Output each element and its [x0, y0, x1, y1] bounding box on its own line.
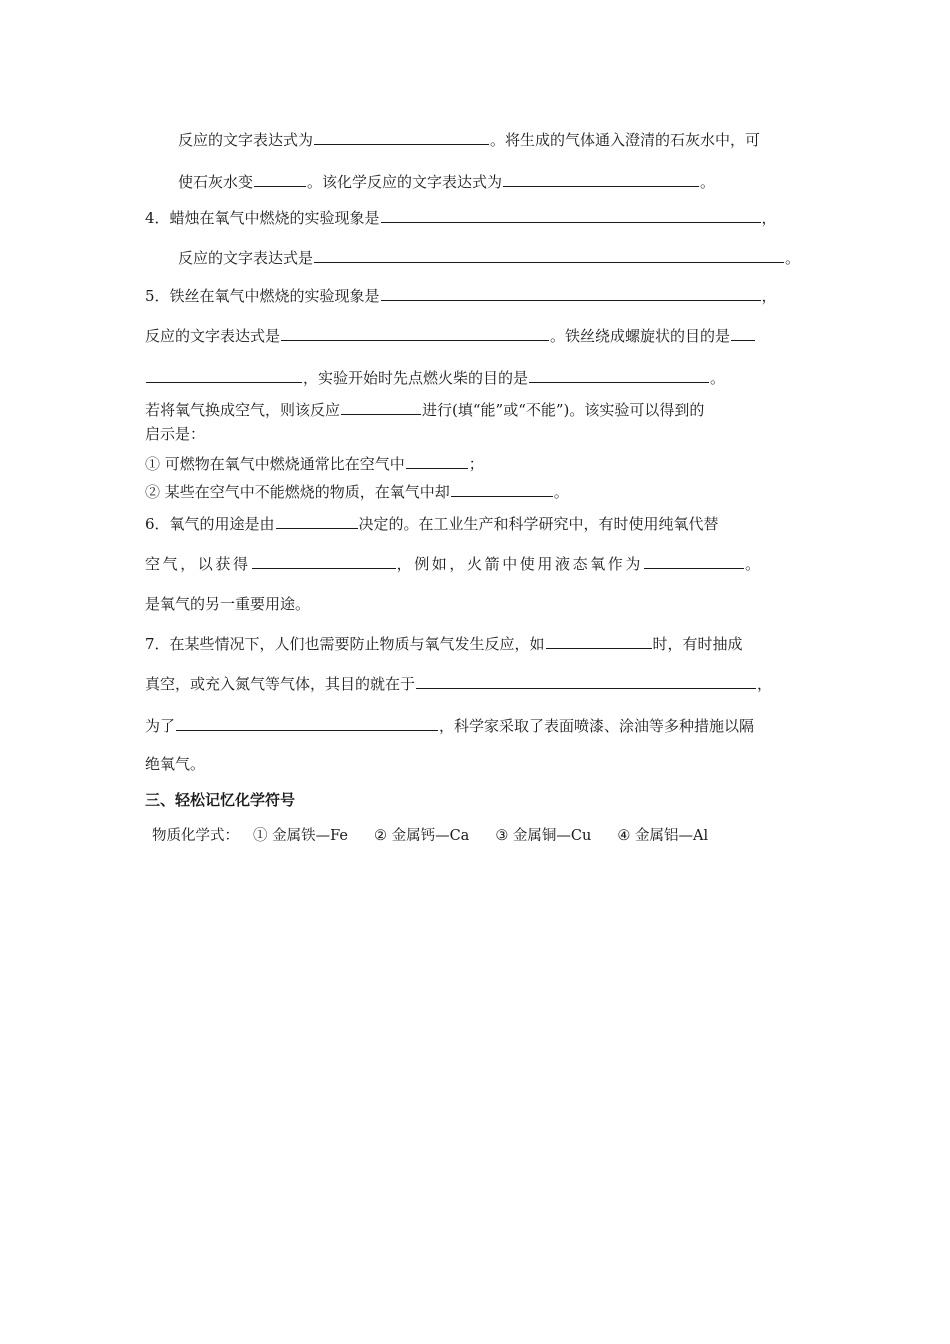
q4-text: 4．蜡烛在氧气中燃烧的实验现象是 — [145, 209, 380, 227]
q6-line-1 — [145, 512, 719, 534]
q5-text: 进行(填“能”或“不能”)。该实验可以得到的 — [422, 401, 705, 419]
formula-item: ④ 金属铝—Al — [617, 828, 709, 844]
q6-line-2 — [145, 552, 763, 574]
q4-text: 。 — [785, 249, 801, 267]
section-heading-text: 三、轻松记忆化学符号 — [145, 791, 296, 809]
formula-label: 物质化学式： — [152, 828, 239, 844]
q7-text: 时，有时抽成 — [652, 635, 743, 653]
q7-line-2 — [145, 672, 772, 694]
answer-blank[interactable] — [314, 246, 784, 263]
q5-line-1 — [145, 284, 777, 306]
q6-text: 6．氧气的用途是由 — [145, 515, 275, 533]
answer-blank[interactable] — [451, 480, 553, 497]
answer-blank[interactable] — [254, 170, 306, 187]
q5-text: 反应的文字表达式是 — [145, 327, 281, 345]
answer-blank[interactable] — [276, 512, 358, 529]
q5-text: 。 — [710, 369, 726, 387]
q6-text: 空气，以获得 — [145, 555, 251, 573]
q3-text: 。该化学反应的文字表达式为 — [307, 173, 503, 191]
answer-blank[interactable] — [381, 284, 761, 301]
q5-text: 。铁丝绕成螺旋状的目的是 — [550, 327, 731, 345]
q5-line-7 — [145, 480, 569, 502]
q7-text: 绝氧气。 — [145, 755, 206, 773]
q7-line-4 — [145, 754, 205, 774]
answer-blank[interactable] — [381, 206, 761, 223]
q5-text: ； — [468, 455, 484, 473]
q3-text: 。将生成的气体通入澄清的石灰水中，可 — [490, 131, 761, 149]
q6-text: 是氧气的另一重要用途。 — [145, 595, 311, 613]
q7-text: 7．在某些情况下，人们也需要防止物质与氧气发生反应，如 — [145, 635, 545, 653]
q5-line-6 — [145, 452, 484, 474]
q6-text: ，例如，火箭中使用液态氧作为 — [396, 555, 644, 573]
q3-text: 反应的文字表达式为 — [178, 131, 314, 149]
q7-line-1 — [145, 632, 743, 654]
answer-blank[interactable] — [546, 632, 652, 649]
q5-text: ② 某些在空气中不能燃烧的物质，在氧气中却 — [145, 483, 450, 501]
formula-item: ② 金属钙—Ca — [373, 828, 470, 844]
q3-line-2 — [178, 170, 715, 192]
answer-blank[interactable] — [281, 324, 549, 341]
q5-text: 启示是： — [145, 425, 206, 443]
q7-text: ， — [757, 675, 773, 693]
q5-line-2 — [145, 324, 756, 346]
formula-item: ① 金属铁—Fe — [253, 828, 348, 844]
q5-text: ，实验开始时先点燃火柴的目的是 — [303, 369, 529, 387]
q3-text: 。 — [700, 173, 716, 191]
q3-text: 使石灰水变 — [178, 173, 254, 191]
q4-text: 反应的文字表达式是 — [178, 249, 314, 267]
q5-text: ① 可燃物在氧气中燃烧通常比在空气中 — [145, 455, 405, 473]
formula-item: ③ 金属铜—Cu — [495, 828, 592, 844]
q7-text: 真空，或充入氮气等气体，其目的就在于 — [145, 675, 416, 693]
answer-blank[interactable] — [252, 552, 396, 569]
q5-text: 。 — [553, 483, 569, 501]
answer-blank[interactable] — [146, 366, 302, 383]
answer-blank[interactable] — [341, 398, 421, 415]
q6-line-3 — [145, 594, 310, 614]
answer-blank[interactable] — [416, 672, 756, 689]
q4-line-2 — [178, 246, 800, 268]
q4-line-1 — [145, 206, 777, 228]
q5-text: 若将氧气换成空气，则该反应 — [145, 401, 341, 419]
q5-text: 5．铁丝在氧气中燃烧的实验现象是 — [145, 287, 380, 305]
answer-blank[interactable] — [644, 552, 744, 569]
answer-blank[interactable] — [176, 714, 438, 731]
q5-line-5 — [145, 424, 205, 444]
q6-text: 。 — [745, 555, 763, 573]
q7-text: 为了 — [145, 717, 176, 735]
q4-text: ， — [761, 209, 777, 227]
answer-blank[interactable] — [406, 452, 468, 469]
answer-blank[interactable] — [314, 128, 489, 145]
q5-line-4 — [145, 398, 704, 420]
q5-text: ， — [761, 287, 777, 305]
q7-text: ，科学家采取了表面喷漆、涂油等多种措施以隔 — [439, 717, 755, 735]
q7-line-3 — [145, 714, 754, 736]
q6-text: 决定的。在工业生产和科学研究中，有时使用纯氧代替 — [358, 515, 719, 533]
answer-blank[interactable] — [503, 170, 699, 187]
answer-blank[interactable] — [529, 366, 709, 383]
formula-row — [152, 826, 708, 846]
q5-line-3 — [145, 366, 725, 388]
q3-line-1 — [178, 128, 760, 150]
section-heading — [145, 790, 295, 810]
answer-blank[interactable] — [731, 324, 755, 341]
